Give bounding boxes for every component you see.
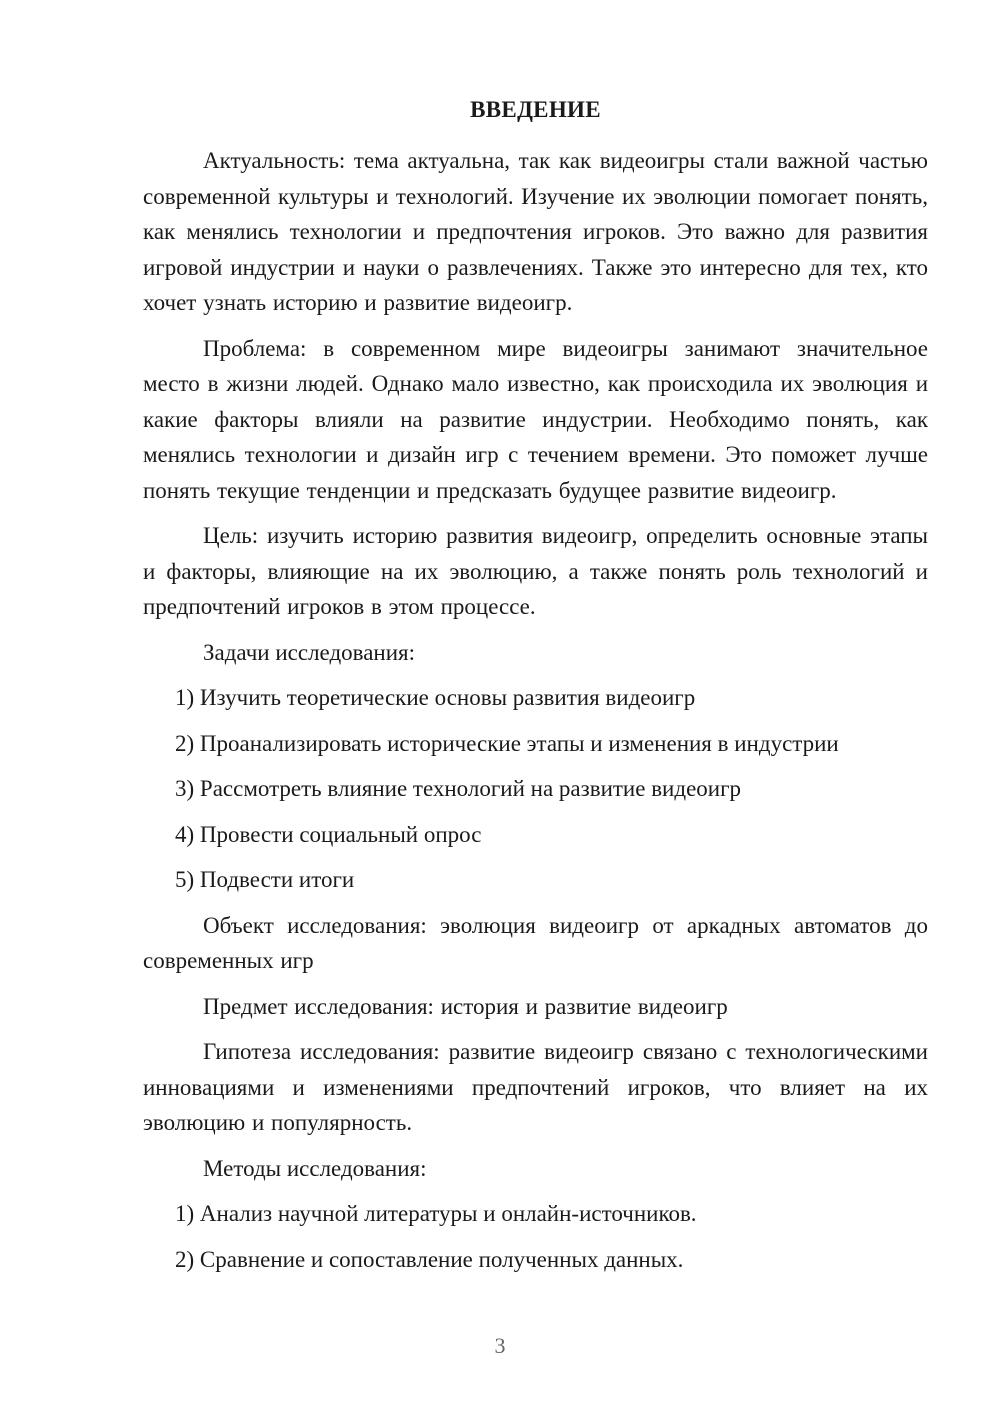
- task-item: 3) Рассмотреть влияние технологий на развитие видеоигр: [175, 776, 742, 801]
- task-item: 2) Проанализировать исторические этапы и изменения в индустрии: [175, 730, 839, 756]
- hypothesis-paragraph: Гипотеза исследования: развитие видеоигр связано с технологическими инновациями и изменениями предпочтений игроков, что влияет на их эволюцию и популярность.: [143, 1039, 928, 1135]
- task-item: 4) Провести социальный опрос: [175, 821, 482, 847]
- relevance-paragraph: Актуальность: тема актуальна, так как видеоигры стали важной частью современной культуры и технологий. Изучение их эволюции помогает понять, как менялись технологии и предпочтения игроков. Это важно для развития игровой индустрии и науки о развлечениях. Также это интересно для тех, кто хочет узнать историю и развитие видеоигр.: [143, 148, 928, 315]
- method-item: 2) Сравнение и сопоставление полученных данных.: [175, 1246, 684, 1272]
- problem-paragraph: Проблема: в современном мире видеоигры занимают значительное место в жизни людей. Однако мало известно, как происходила их эволюция и какие факторы влияли на развитие индустрии. Необходимо понять, как менялись технологии и дизайн игр с течением времени. Это поможет лучше понять текущие тенденции и предсказать будущее развитие видеоигр.: [143, 335, 928, 503]
- tasks-heading: Задачи исследования:: [203, 639, 416, 665]
- method-item: 1) Анализ научной литературы и онлайн-источников.: [175, 1201, 697, 1226]
- task-item: 5) Подвести итоги: [175, 867, 355, 892]
- page-number: 3: [494, 1333, 506, 1358]
- methods-heading: Методы исследования:: [203, 1155, 427, 1181]
- subject-paragraph: Предмет исследования: история и развитие видеоигр: [203, 993, 728, 1019]
- document-page: [143, 95, 928, 1287]
- goal-paragraph: Цель: изучить историю развития видеоигр, определить основные этапы и факторы, влияющие на их эволюцию, а также понять роль технологий и предпочтений игроков в этом процессе.: [143, 523, 928, 619]
- object-paragraph: Объект исследования: эволюция видеоигр от аркадных автоматов до современных игр: [143, 912, 928, 973]
- section-title: ВВЕДЕНИЕ: [470, 97, 601, 122]
- task-item: 1) Изучить теоретические основы развития видеоигр: [175, 685, 696, 710]
